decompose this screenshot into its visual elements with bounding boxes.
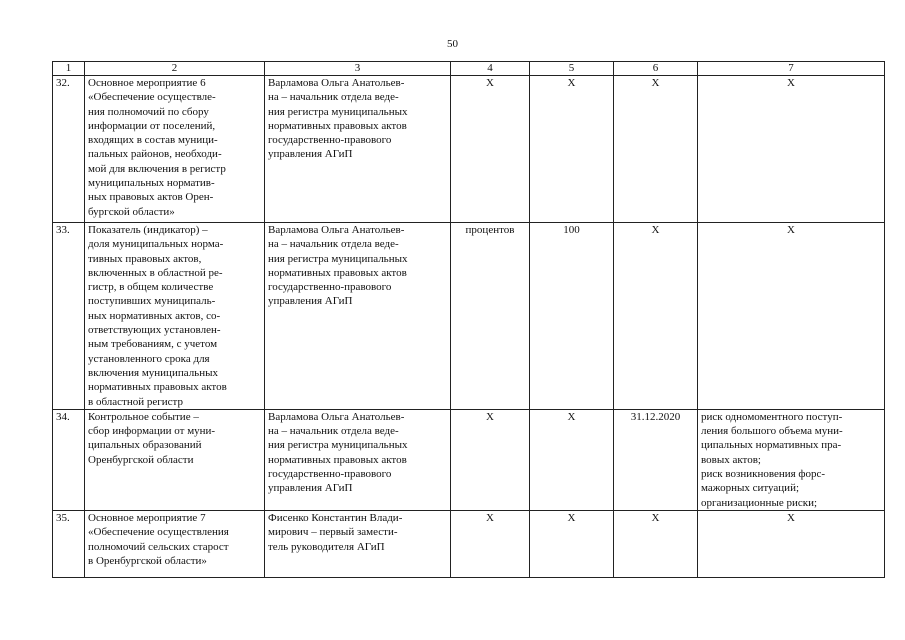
- risk-cell: риск одномоментного поступ- ления большого объема муни- ципальных нормативных пра- вовых актов; риск возникновения форс- мажорных ситуаций; организационные риски;: [698, 409, 885, 510]
- row-number: 32.: [53, 76, 85, 223]
- date-cell: Х: [614, 223, 698, 410]
- date-cell: Х: [614, 510, 698, 577]
- unit-cell: Х: [451, 76, 530, 223]
- unit-cell: Х: [451, 409, 530, 510]
- measures-table: [52, 61, 885, 578]
- risk-cell: Х: [698, 510, 885, 577]
- responsible-person: Варламова Ольга Анатольев- на – начальник отдела веде- ния регистра муниципальных нормативных правовых актов государственно-правового управления АГиП: [265, 76, 451, 223]
- risk-cell: Х: [698, 223, 885, 410]
- unit-cell: Х: [451, 510, 530, 577]
- measure-name: Основное мероприятие 6 «Обеспечение осуществле- ния полномочий по сбору информации от поселений, входящих в состав муници- пальных районов, необходи- мой для включения в регистр муниципальных норматив- ных правовых актов Орен- бургской области»: [85, 76, 265, 223]
- header-col-2: 2: [85, 62, 265, 76]
- responsible-person: Фисенко Константин Влади- мирович – первый замести- тель руководителя АГиП: [265, 510, 451, 577]
- header-col-3: 3: [265, 62, 451, 76]
- row-number: 34.: [53, 409, 85, 510]
- page-number: 50: [447, 38, 458, 50]
- responsible-person: Варламова Ольга Анатольев- на – начальник отдела веде- ния регистра муниципальных нормативных правовых актов государственно-правового управления АГиП: [265, 409, 451, 510]
- value-cell: Х: [530, 409, 614, 510]
- table-row: [53, 510, 885, 577]
- measure-name: Основное мероприятие 7 «Обеспечение осуществления полномочий сельских старост в Оренбургской области»: [85, 510, 265, 577]
- risk-cell: Х: [698, 76, 885, 223]
- measure-name: Контрольное событие – сбор информации от муни- ципальных образований Оренбургской области: [85, 409, 265, 510]
- value-cell: Х: [530, 76, 614, 223]
- date-cell: 31.12.2020: [614, 409, 698, 510]
- header-col-4: 4: [451, 62, 530, 76]
- responsible-person: Варламова Ольга Анатольев- на – начальник отдела веде- ния регистра муниципальных нормативных правовых актов государственно-правового управления АГиП: [265, 223, 451, 410]
- date-cell: Х: [614, 76, 698, 223]
- unit-cell: процентов: [451, 223, 530, 410]
- header-col-6: 6: [614, 62, 698, 76]
- header-row: [53, 62, 885, 76]
- row-number: 33.: [53, 223, 85, 410]
- row-number: 35.: [53, 510, 85, 577]
- value-cell: Х: [530, 510, 614, 577]
- measure-name: Показатель (индикатор) – доля муниципальных норма- тивных правовых актов, включенных в областной ре- гистр, в общем количестве поступивших муниципаль- ных нормативных актов, со- ответствующих установлен- ным требованиям, с учетом установленного срока для включения муниципальных нормативных правовых актов в областной регистр: [85, 223, 265, 410]
- header-col-1: 1: [53, 62, 85, 76]
- table-row: [53, 76, 885, 223]
- table-row: [53, 223, 885, 410]
- value-cell: 100: [530, 223, 614, 410]
- table-row: [53, 409, 885, 510]
- header-col-5: 5: [530, 62, 614, 76]
- header-col-7: 7: [698, 62, 885, 76]
